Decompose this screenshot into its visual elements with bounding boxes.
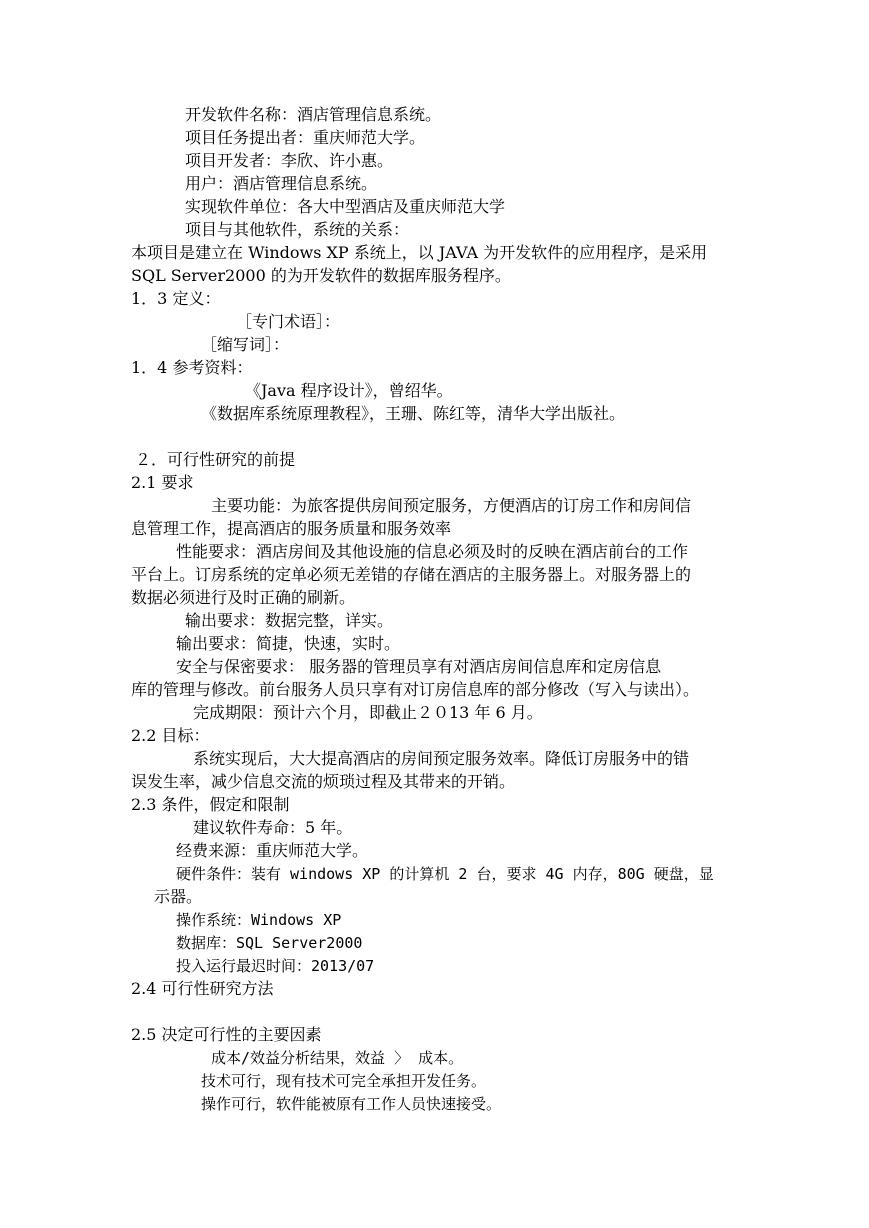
reference-item: 《Java 程序设计》，曾绍华。 [245,381,453,400]
user-line: 用户：酒店管理信息系统。 [185,174,378,193]
paragraph-line: 数据库：SQL Server2000 [176,934,363,952]
paragraph-line: 安全与保密要求： 服务器的管理员享有对酒店房间信息库和定房信息 [176,657,662,676]
paragraph-line: 示器。 [154,887,203,906]
paragraph-line: 系统实现后，大大提高酒店的房间预定服务效率。降低订房服务中的错 [193,749,690,768]
reference-item: 《数据库系统原理教程》，王珊、陈红等，清华大学出版社。 [201,404,626,423]
abbreviation-line: ［缩写词］： [201,335,290,354]
paragraph-line: 经费来源：重庆师范大学。 [176,841,369,860]
paragraph-line: 误发生率，减少信息交流的烦琐过程及其带来的开销。 [131,772,516,791]
paragraph-line: 完成期限：预计六个月，即截止２０13 年 6 月。 [193,703,543,722]
paragraph-line: 平台上。订房系统的定单必须无差错的存储在酒店的主服务器上。对服务器上的 [131,565,692,584]
chapter-heading-2: ２．可行性研究的前提 [135,450,296,469]
paragraph-line: 输出要求：数据完整，详实。 [185,611,394,630]
paragraph-line: 建议软件寿命：5 年。 [193,818,353,837]
proposer-line: 项目任务提出者：重庆师范大学。 [185,128,426,147]
paragraph-line: 主要功能：为旅客提供房间预定服务，方便酒店的订房工作和房间信 [211,496,692,515]
paragraph-line: 操作可行，软件能被原有工作人员快速接受。 [201,1095,502,1113]
section-heading-1-3: 1．3 定义： [131,289,221,308]
section-heading-1-4: 1．4 参考资料： [131,358,253,377]
paragraph-line: 技术可行，现有技术可完全承担开发任务。 [201,1072,487,1090]
developer-line: 项目开发者：李欣、许小惠。 [185,151,394,170]
paragraph-line: 数据必须进行及时正确的刷新。 [131,588,356,607]
section-heading-2-3: 2.3 条件，假定和限制 [131,795,290,814]
paragraph-line: 操作系统：Windows XP [176,911,342,929]
paragraph-line: 库的管理与修改。前台服务人员只享有对订房信息库的部分修改（写入与读出）。 [131,680,700,699]
paragraph-line: 硬件条件：装有 windows XP 的计算机 2 台，要求 4G 内存，80G 硬盘，显 [176,865,714,883]
paragraph-line: 输出要求：简捷，快速，实时。 [176,634,401,653]
section-heading-2-4: 2.4 可行性研究方法 [131,979,274,998]
section-heading-2-1: 2.1 要求 [131,473,194,492]
paragraph-line: 本项目是建立在 Windows XP 系统上，以 JAVA 为开发软件的应用程序，是采用 [131,243,708,262]
relation-line: 项目与其他软件，系统的关系： [185,220,410,239]
project-name-line: 开发软件名称：酒店管理信息系统。 [185,105,442,124]
term-line: ［专门术语］： [236,312,341,331]
paragraph-line: 息管理工作，提高酒店的服务质量和服务效率 [131,519,452,538]
paragraph-line: 成本/效益分析结果，效益 〉 成本。 [211,1049,464,1067]
paragraph-line: 投入运行最迟时间：2013/07 [176,957,375,975]
section-heading-2-5: 2.5 决定可行性的主要因素 [131,1025,322,1044]
paragraph-line: 性能要求：酒店房间及其他设施的信息必须及时的反映在酒店前台的工作 [176,542,689,561]
section-heading-2-2: 2.2 目标： [131,726,210,745]
paragraph-line: SQL Server2000 的为开发软件的数据库服务程序。 [131,266,511,285]
implementer-line: 实现软件单位：各大中型酒店及重庆师范大学 [185,197,506,216]
